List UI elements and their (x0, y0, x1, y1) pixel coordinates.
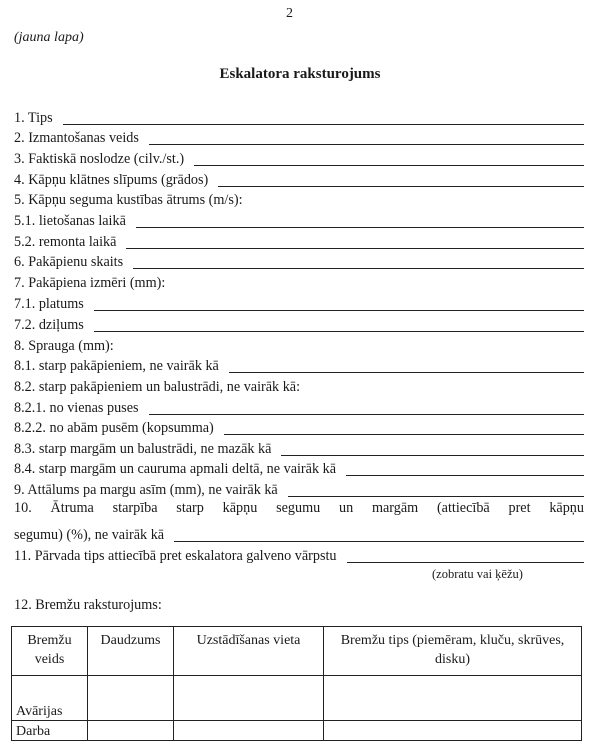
field-label: 8.2.1. no vienas puses (14, 399, 139, 416)
table-cell[interactable] (324, 721, 582, 741)
item10-line1: 10. Ātruma starpība starp kāpņu segumu un margām (attiecībā pret kāpņu (14, 500, 584, 516)
table-cell[interactable] (174, 676, 324, 721)
fill-in-line[interactable] (63, 124, 584, 125)
field-label: 5. Kāpņu seguma kustības ātrums (m/s): (14, 191, 243, 208)
field-label: 5.1. lietošanas laikā (14, 212, 126, 229)
field-label: 11. Pārvada tips attiecībā pret eskalatora galveno vārpstu (14, 547, 337, 564)
field-row-handrail-opening (14, 459, 584, 479)
header-install-location: Uzstādīšanas vieta (174, 627, 324, 676)
field-row-usage (14, 128, 584, 148)
table-row (12, 676, 582, 721)
drive-type-hint: (zobratu vai ķēžu) (432, 567, 523, 581)
field-label: 5.2. remonta laikā (14, 233, 117, 250)
fill-in-line[interactable] (136, 227, 584, 228)
brake-table-header (12, 627, 582, 676)
field-row-depth (14, 315, 584, 335)
table-cell[interactable] (88, 676, 174, 721)
fill-in-line[interactable] (347, 562, 584, 563)
field-row-one-side (14, 398, 584, 418)
field-label: segumu) (%), ne vairāk kā (14, 526, 165, 543)
field-label: 8. Sprauga (mm): (14, 337, 114, 354)
fill-in-line[interactable] (346, 475, 584, 476)
fill-in-line[interactable] (288, 496, 584, 497)
field-row-gap-balustrade (14, 377, 584, 397)
field-row-gap-steps (14, 356, 584, 376)
brake-section-heading: 12. Bremžu raksturojums: (14, 597, 162, 613)
table-row (12, 721, 582, 741)
field-row-step-dimensions (14, 273, 584, 293)
field-row-both-sides (14, 418, 584, 438)
table-cell[interactable] (88, 721, 174, 741)
field-label: 8.2. starp pakāpieniem un balustrādi, ne vairāk kā: (14, 378, 301, 395)
field-row-width (14, 294, 584, 314)
field-row-incline (14, 170, 584, 190)
fill-in-line[interactable] (149, 414, 584, 415)
field-label: 2. Izmantošanas veids (14, 129, 139, 146)
field-row-speed-repair (14, 232, 584, 252)
field-row-handrail-balustrade (14, 439, 584, 459)
field-row-handrail-distance (14, 480, 584, 500)
fill-in-line[interactable] (126, 248, 584, 249)
field-label: 4. Kāpņu klātnes slīpums (grādos) (14, 171, 209, 188)
field-label: 8.3. starp margām un balustrādi, ne mazāk kā (14, 440, 272, 457)
page-number: 2 (286, 6, 293, 21)
table-cell[interactable] (324, 676, 582, 721)
field-label: 8.1. starp pakāpieniem, ne vairāk kā (14, 357, 219, 374)
fill-in-line[interactable] (194, 165, 584, 166)
fill-in-line[interactable] (218, 186, 584, 187)
field-row-drive-type (14, 546, 584, 566)
page-title: Eskalatora raksturojums (219, 66, 381, 82)
row-label-service: Darba (12, 721, 88, 741)
field-label: 9. Attālums pa margu asīm (mm), ne vairāk kā (14, 481, 278, 498)
fill-in-line[interactable] (224, 434, 584, 435)
field-label: 7. Pakāpiena izmēri (mm): (14, 274, 166, 291)
field-row-type (14, 108, 584, 128)
table-cell[interactable] (174, 721, 324, 741)
field-label: 3. Faktiskā noslodze (cilv./st.) (14, 150, 185, 167)
field-row-load (14, 149, 584, 169)
field-row-gap-heading (14, 336, 584, 356)
field-row-step-count (14, 252, 584, 272)
field-label: 6. Pakāpienu skaits (14, 253, 124, 270)
fill-in-line[interactable] (149, 144, 584, 145)
brake-table (11, 626, 582, 741)
field-row-speed-heading (14, 190, 584, 210)
fill-in-line[interactable] (133, 268, 584, 269)
field-row-speed-difference (14, 525, 584, 545)
field-label: 8.4. starp margām un cauruma apmali deltā, ne vairāk kā (14, 460, 336, 477)
header-quantity: Daudzums (88, 627, 174, 676)
fill-in-line[interactable] (94, 331, 584, 332)
field-label: 7.2. dziļums (14, 316, 84, 333)
fill-in-line[interactable] (94, 310, 584, 311)
header-brake-kind: Bremžu veids (12, 627, 88, 676)
new-page-note: (jauna lapa) (14, 30, 84, 45)
field-row-speed-use (14, 211, 584, 231)
row-label-emergency: Avārijas (12, 676, 88, 721)
fill-in-line[interactable] (229, 372, 584, 373)
field-label: 8.2.2. no abām pusēm (kopsumma) (14, 419, 214, 436)
fill-in-line[interactable] (174, 541, 584, 542)
header-brake-type: Bremžu tips (piemēram, kluču, skrūves, disku) (324, 627, 582, 676)
fill-in-line[interactable] (281, 455, 584, 456)
field-label: 1. Tips (14, 109, 53, 126)
field-label: 7.1. platums (14, 295, 84, 312)
